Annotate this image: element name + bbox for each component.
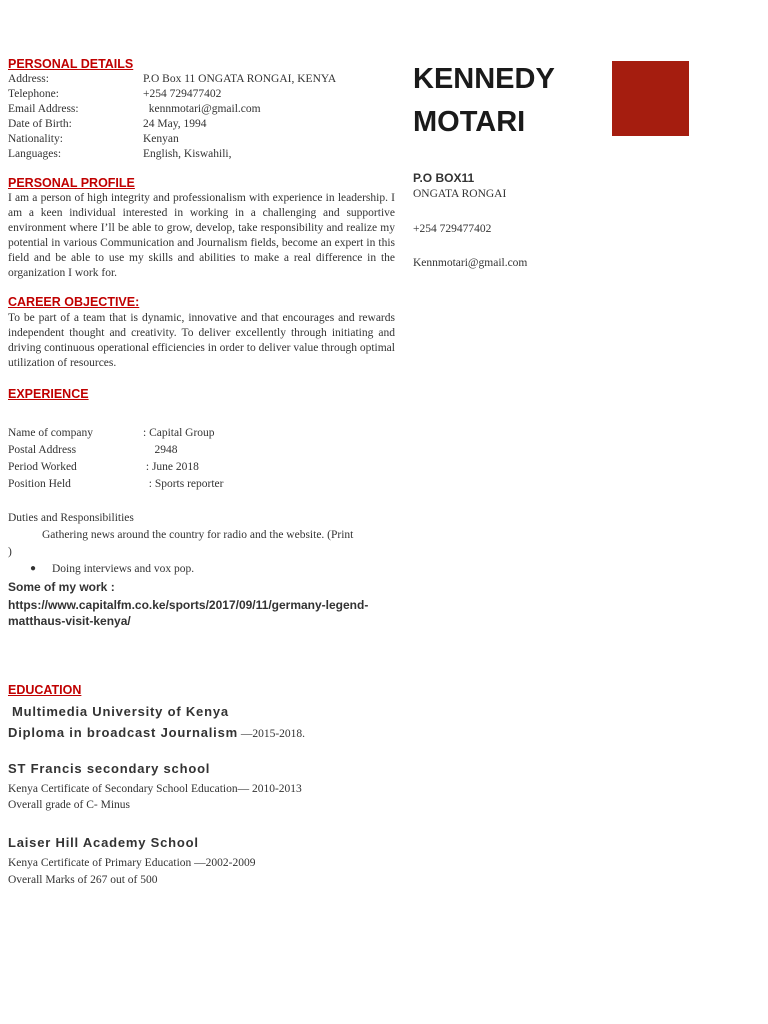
personal-profile-text: I am a person of high integrity and professionalism with experience in leadership. I am a keen individual interested in working in a challenging and supportive environment where I’ll be able to grow, develop, take responsibility and realize my potential in various Communication and Journalism fields, become an expert in this field and be able to use my skills and abilities to make a real difference in the organization I work for. [8, 192, 395, 279]
detail-value: English, Kiswahili, [143, 148, 232, 160]
detail-value: Kenyan [143, 133, 179, 145]
personal-details-list [8, 72, 408, 162]
experience-heading: EXPERIENCE [8, 387, 89, 401]
experience-value: : June 2018 [143, 461, 199, 473]
experience-row [8, 442, 408, 459]
work-samples-label: Some of my work : [8, 580, 115, 594]
work-sample-link-continued[interactable]: matthaus-visit-kenya/ [8, 614, 131, 628]
course-years: —2015-2018. [237, 728, 306, 740]
experience-row [8, 425, 408, 442]
detail-row [8, 87, 408, 102]
duty-item-continued: ) [8, 546, 12, 558]
school-name: Multimedia University of Kenya [12, 704, 229, 719]
detail-row [8, 147, 408, 162]
first-name: KENNEDY [413, 63, 555, 95]
detail-label: Nationality: [8, 133, 63, 145]
duty-item: Gathering news around the country for radio and the website. (Print [42, 529, 354, 541]
experience-label: Name of company [8, 427, 93, 439]
experience-value: : Capital Group [143, 427, 215, 439]
detail-label: Telephone: [8, 88, 59, 100]
work-sample-link[interactable]: https://www.capitalfm.co.ke/sports/2017/09/11/germany-legend- [8, 598, 369, 612]
accent-block [612, 61, 689, 136]
experience-label: Postal Address [8, 444, 77, 456]
school-detail: Kenya Certificate of Primary Education —2002-2009 [8, 857, 256, 869]
career-objective-text: To be part of a team that is dynamic, innovative and that encourages and rewards independent thought and creativity. To deliver excellently through initiating and driving continuous operational efficiencies in order to deliver value through optimal utilization of resources. [8, 312, 395, 369]
detail-value: 24 May, 1994 [143, 118, 207, 130]
detail-value: kennmotari@gmail.com [143, 103, 261, 115]
detail-value: +254 729477402 [143, 88, 222, 100]
candidate-name [413, 58, 555, 144]
school-detail: Overall grade of C- Minus [8, 799, 130, 811]
contact-email[interactable]: Kennmotari@gmail.com [413, 257, 528, 269]
detail-label: Email Address: [8, 103, 79, 115]
detail-label: Address: [8, 73, 49, 85]
personal-details-heading: PERSONAL DETAILS [8, 57, 134, 71]
career-objective-heading: CAREER OBJECTIVE: [8, 295, 140, 309]
experience-label: Position Held [8, 478, 71, 490]
detail-label: Languages: [8, 148, 62, 160]
course-name [8, 725, 305, 740]
contact-box: P.O BOX11 [413, 171, 475, 185]
bullet-icon: ● [30, 563, 37, 574]
education-heading: EDUCATION [8, 683, 82, 697]
contact-phone: +254 729477402 [413, 223, 492, 235]
detail-row [8, 132, 408, 147]
experience-value: 2948 [143, 444, 178, 456]
detail-row [8, 72, 408, 87]
experience-label: Period Worked [8, 461, 77, 473]
detail-row [8, 117, 408, 132]
school-name: ST Francis secondary school [8, 761, 211, 776]
contact-town: ONGATA RONGAI [413, 188, 507, 200]
experience-row [8, 459, 408, 476]
detail-row [8, 102, 408, 117]
school-name: Laiser Hill Academy School [8, 835, 199, 850]
experience-value: : Sports reporter [143, 478, 224, 490]
personal-profile-heading: PERSONAL PROFILE [8, 176, 135, 190]
detail-label: Date of Birth: [8, 118, 72, 130]
duties-heading: Duties and Responsibilities [8, 512, 134, 524]
last-name: MOTARI [413, 106, 526, 138]
school-detail: Overall Marks of 267 out of 500 [8, 874, 158, 886]
school-detail: Kenya Certificate of Secondary School Education— 2010-2013 [8, 783, 302, 795]
experience-row [8, 476, 408, 493]
detail-value: P.O Box 11 ONGATA RONGAI, KENYA [143, 73, 337, 85]
course-title: Diploma in broadcast Journalism [8, 725, 238, 740]
experience-list [8, 425, 408, 493]
duty-item: Doing interviews and vox pop. [52, 563, 195, 575]
